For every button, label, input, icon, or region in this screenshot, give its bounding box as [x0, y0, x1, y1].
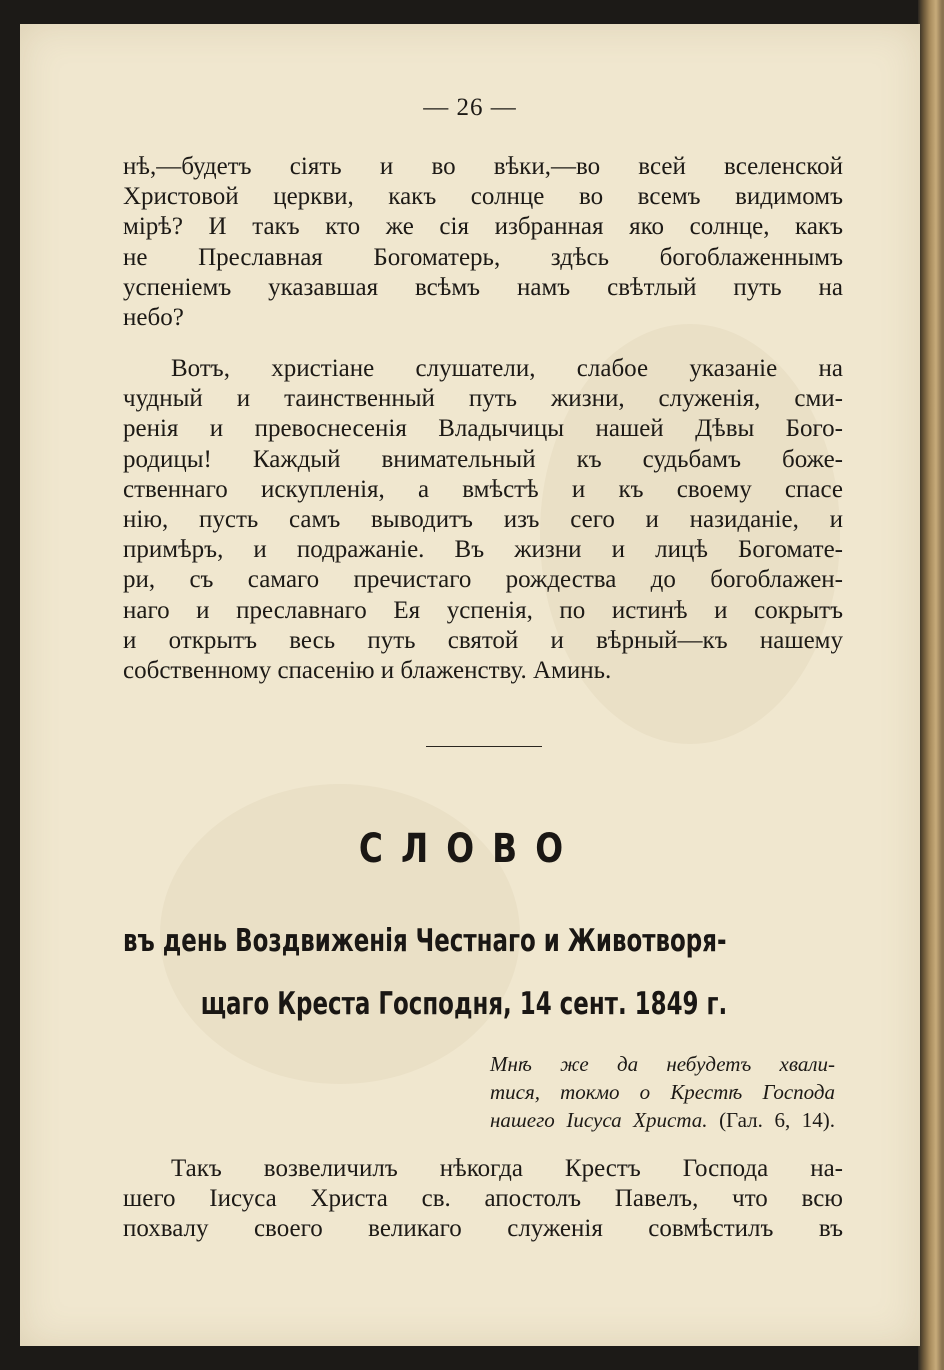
text-line: чудный и таинственный путь жизни, служенія, сми-	[123, 385, 843, 413]
text-line: нѣ,—будетъ сіять и во вѣки,—во всей вселенской	[123, 153, 843, 180]
page-number: — 26 —	[423, 94, 517, 121]
sermon-title: СЛОВО	[358, 826, 582, 872]
epigraph-line-last	[490, 1106, 835, 1134]
text-line: нію, пусть самъ выводитъ изъ сего и назиданіе, и	[123, 506, 843, 534]
epigraph-text: нашего Іисуса Христа.	[490, 1108, 708, 1132]
paragraph-sermon-start	[123, 1154, 843, 1245]
subtitle-line: въ день Воздвиженія Честнаго и Животворя-	[123, 923, 727, 959]
text-line: ственнаго искупленія, а вмѣстѣ и къ своему спасе	[123, 475, 843, 503]
paragraph-continuation	[123, 152, 843, 333]
text-line: небо?	[123, 304, 184, 332]
paragraph-conclusion	[123, 354, 843, 686]
text-line: Вотъ, христіане слушатели, слабое указаніе на	[171, 355, 843, 382]
section-divider	[426, 746, 542, 747]
text-line: похвалу своего великаго служенія совмѣстилъ въ	[123, 1215, 843, 1243]
book-page	[20, 24, 920, 1346]
text-line: Христовой церкви, какъ солнце во всемъ видимомъ	[123, 183, 843, 211]
text-line: собственному спасенію и блаженству. Аминь.	[123, 657, 612, 685]
epigraph-line: Мнѣ же да небудетъ хвали-	[490, 1052, 835, 1076]
text-line: наго и преславнаго Ея успенія, по истинѣ и сокрытъ	[123, 596, 843, 624]
text-line: Такъ возвеличилъ нѣкогда Крестъ Господа на-	[171, 1155, 843, 1182]
text-line: и открытъ весь путь святой и вѣрный—къ нашему	[123, 626, 843, 654]
text-line: ренія и превоснесенія Владычицы нашей Дѣвы Бого-	[123, 415, 843, 443]
text-line: шего Іисуса Христа св. апостолъ Павелъ, что всю	[123, 1185, 843, 1213]
text-line: ри, съ самаго пречистаго рождества до богоблажен-	[123, 566, 843, 594]
text-line: не Преславная Богоматерь, здѣсь богоблаженнымъ	[123, 243, 843, 271]
text-line: мірѣ? И такъ кто же сія избранная яко солнце, какъ	[123, 213, 843, 241]
epigraph	[490, 1050, 835, 1134]
sermon-subtitle	[123, 910, 843, 1036]
text-line: примѣръ, и подражаніе. Въ жизни и лицѣ Богомате-	[123, 536, 843, 564]
subtitle-line: щаго Креста Господня, 14 сент. 1849 г.	[200, 986, 728, 1022]
text-line: успеніемъ указавшая всѣмъ намъ свѣтлый путь на	[123, 273, 843, 301]
page-edge	[918, 0, 944, 1370]
epigraph-line: тися, токмо о Крестѣ Господа	[490, 1080, 835, 1104]
text-line: родицы! Каждый внимательный къ судьбамъ боже-	[123, 445, 843, 473]
scripture-reference: (Гал. 6, 14).	[719, 1108, 836, 1132]
